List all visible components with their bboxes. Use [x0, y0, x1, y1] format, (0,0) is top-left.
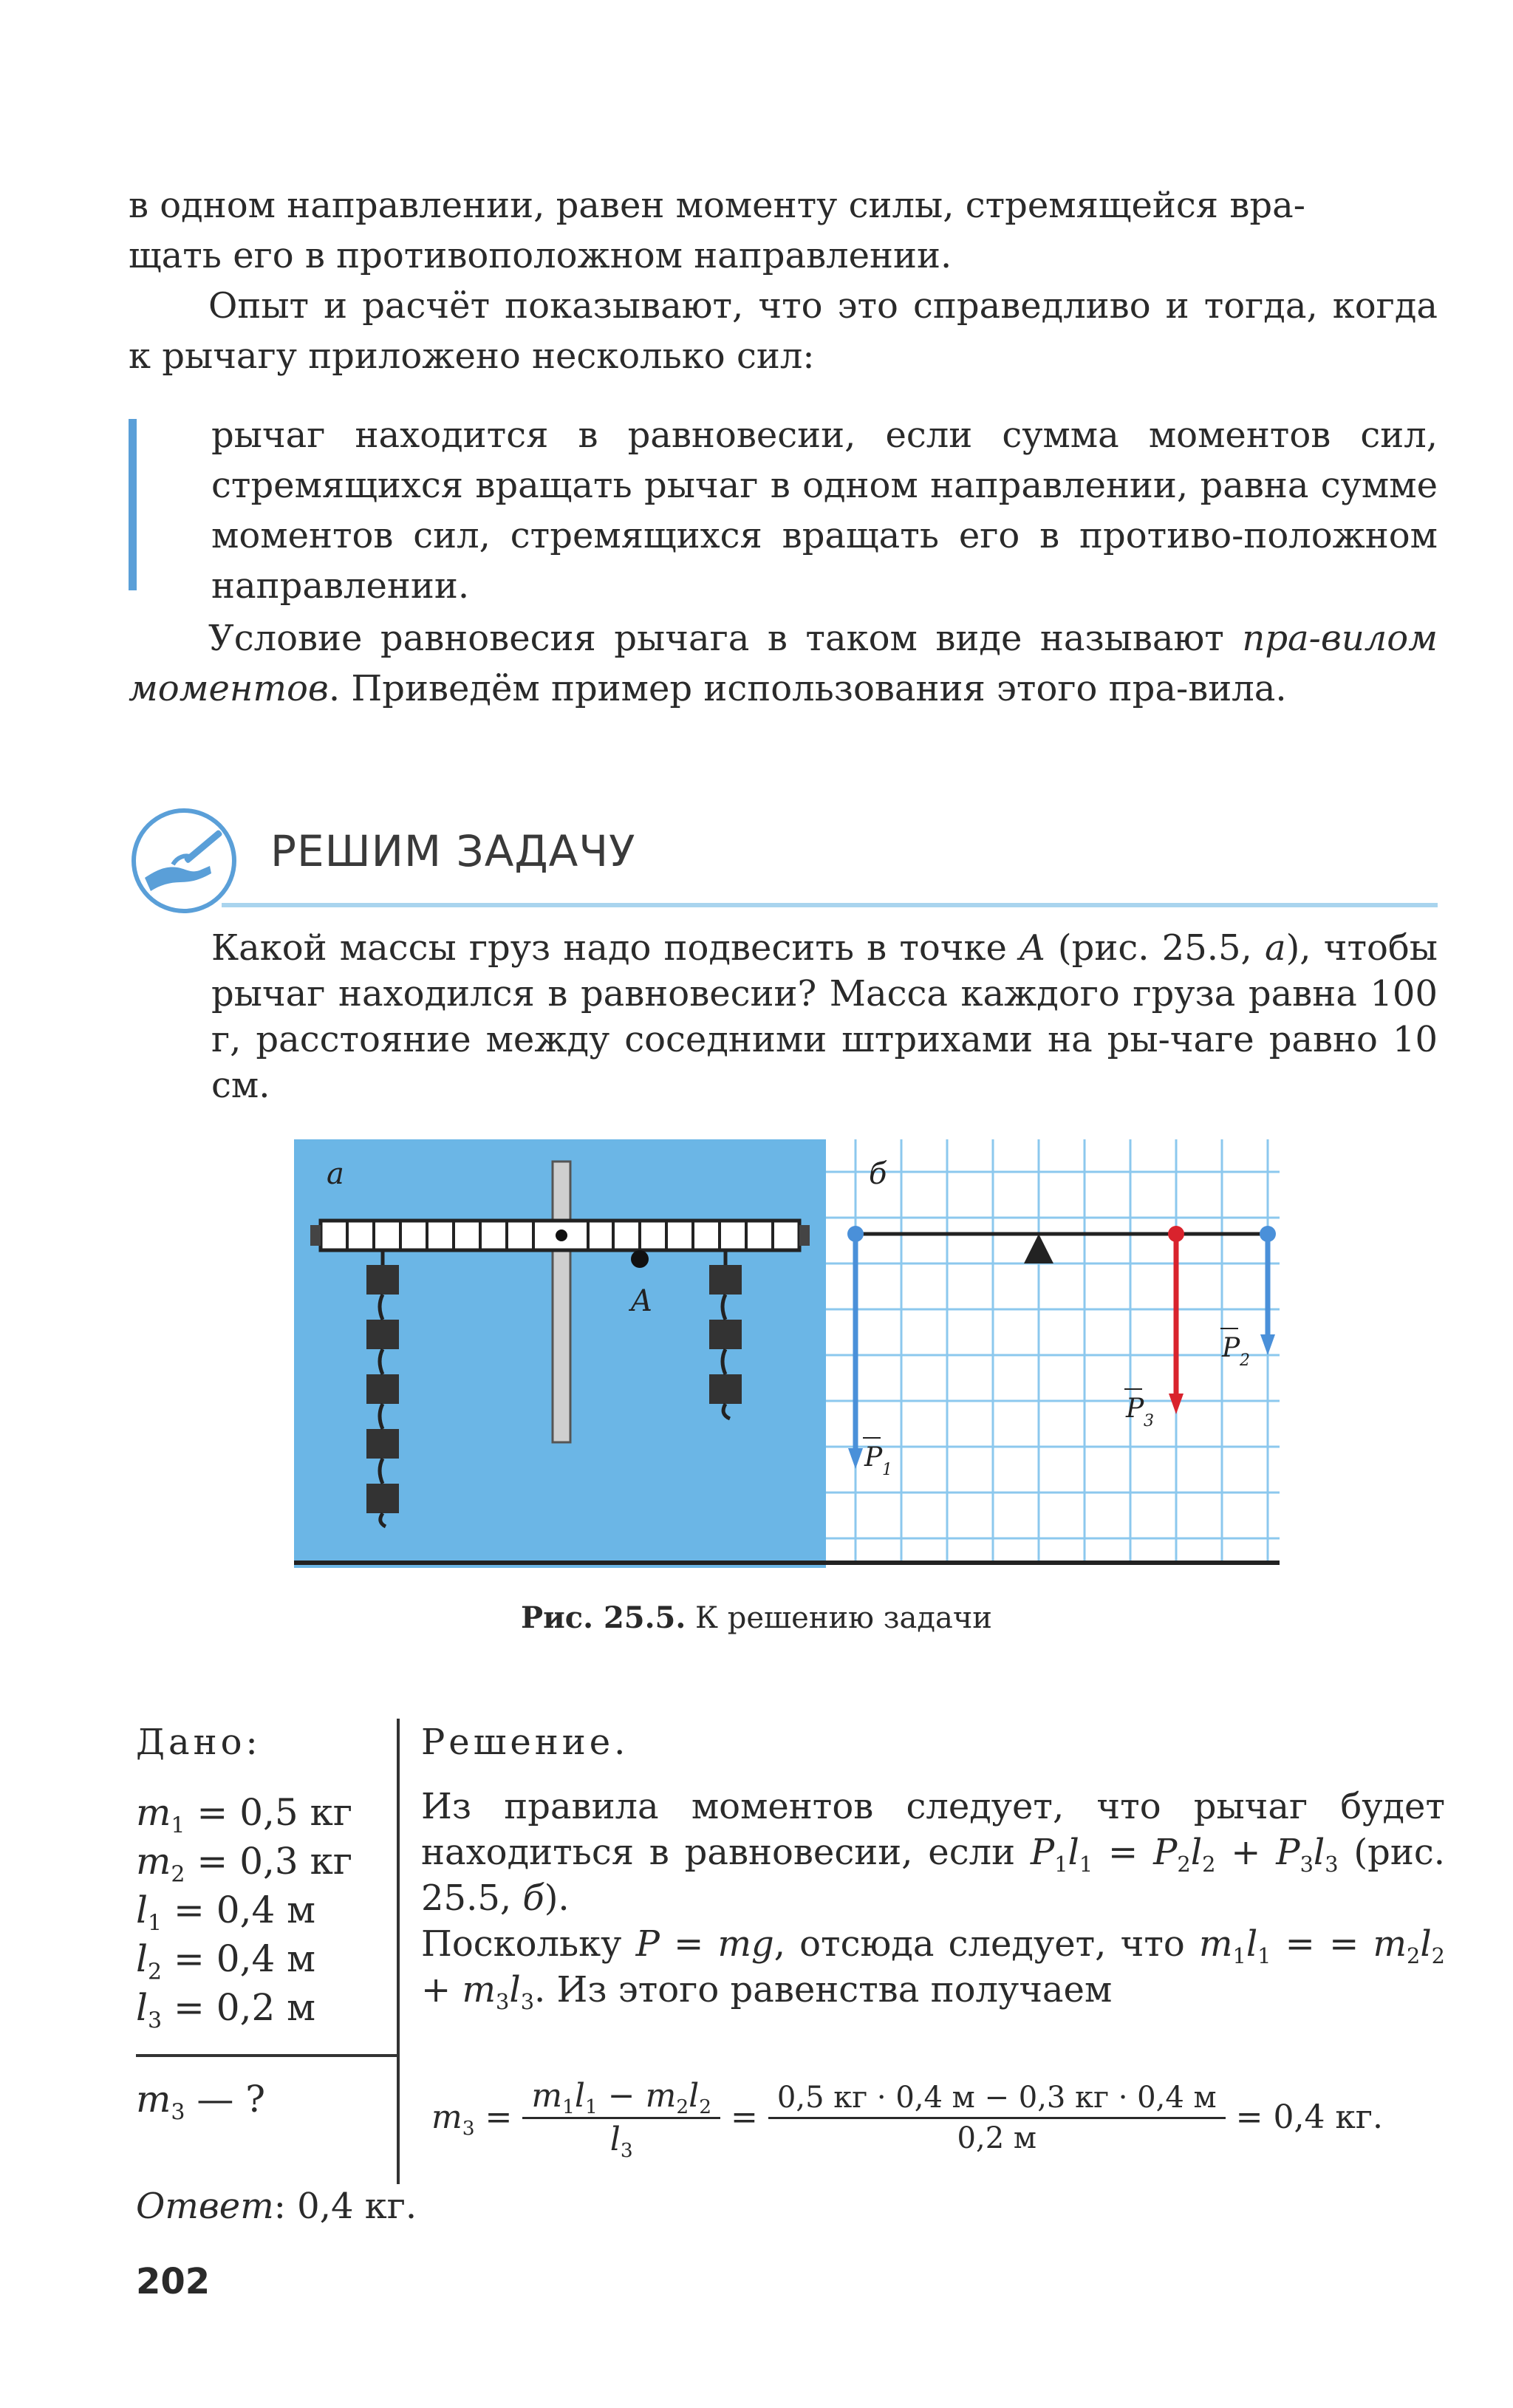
section-title: РЕШИМ ЗАДАЧУ	[270, 826, 636, 876]
point-a-label: A	[631, 1284, 652, 1318]
paragraph-experiment: Опыт и расчёт показывают, что это справедливо и тогда, когда к рычагу приложено несколько сил:	[129, 285, 1438, 377]
left-weight-stack	[366, 1250, 399, 1527]
lever-pivot	[556, 1229, 567, 1241]
rule-callout	[129, 410, 1438, 607]
formula-result: = 0,4 кг.	[1235, 2098, 1383, 2136]
table-vertical-rule	[397, 1719, 400, 2184]
page-number: 202	[136, 2261, 211, 2302]
force-p1-subscript: 1	[882, 1461, 892, 1479]
given-item: $m_2 = 0,3$ кг	[136, 1840, 353, 1888]
given-values	[136, 1788, 387, 2032]
formula-numeric-fraction: $\frac{0,5 кг \cdot 0,4 м - 0,3 кг \cdot 0,4 м}{0,2 м}$	[768, 2083, 1226, 2153]
solution-text: Из правила моментов следует, что рычаг будет находиться в равновесии, если $P_1l_1 = P_2l_2 + P_3l_3$ (рис. 25.5, б). Поскольку P = mg, отсюда следует, что $m_1l_1$ = = $m_2l_2 + m_3l_3$. Из этого равенства получаем	[421, 1786, 1445, 2015]
solution-formula: $m_3$ = $\frac{m_1l_1 - m_2l_2}{l_3}$ = $\frac{0,5 кг \cdot 0,4 м - 0,3 кг \cdot 0,4 м}{0,2 м}$ = 0,4 кг.	[431, 2076, 1383, 2162]
given-item: $l_3 = 0,2$ м	[136, 1986, 316, 2034]
given-item: $l_1 = 0,4$ м	[136, 1889, 316, 1937]
solve-task-icon	[129, 805, 239, 916]
force-p3-subscript: 3	[1144, 1412, 1154, 1430]
right-weight-stack	[709, 1250, 742, 1419]
force-p1-label: P	[864, 1442, 883, 1473]
answer-line: Ответ: 0,4 кг.	[136, 2186, 417, 2227]
panel-b-label: б	[869, 1157, 887, 1191]
panel-a-label: а	[327, 1157, 344, 1191]
figure-caption: Рис. 25.5. К решению задачи	[521, 1600, 992, 1635]
figure-25-5	[294, 1139, 1280, 1568]
task-text: Какой массы груз надо подвесить в точке A (рис. 25.5, а), чтобы рычаг находился в равновесии? Масса каждого груза равна 100 г, расстояние между соседними штрихами на ры-чаге равно 10 см.	[211, 927, 1438, 1106]
term-moment-rule: пра-вилом моментов	[129, 618, 1438, 709]
point-a-marker	[631, 1250, 649, 1268]
force-p2-subscript: 2	[1240, 1351, 1250, 1370]
solution-heading: Решение.	[421, 1722, 629, 1763]
given-item: $m_1 = 0,5$ кг	[136, 1791, 353, 1839]
lever-stand	[553, 1162, 570, 1442]
given-heading: Дано:	[136, 1722, 262, 1763]
formula-symbolic-fraction: $\frac{m_1l_1 - m_2l_2}{l_3}$	[522, 2080, 720, 2156]
rule-text: рычаг находится в равновесии, если сумма моментов сил, стремящихся вращать рычаг в одном направлении, равна сумме моментов сил, стремящихся вращать его в противо-положном направлении.	[211, 415, 1438, 607]
rule-accent-bar	[129, 419, 137, 590]
force-p2-label: P	[1222, 1333, 1240, 1363]
unknown-value: $m_3$ — ?	[136, 2078, 266, 2126]
paragraph-moment-rule: Условие равновесия рычага в таком виде называют пра-вилом моментов. Приведём пример использования этого пра-вила.	[129, 618, 1438, 709]
section-divider	[222, 903, 1438, 907]
force-p3-label: P	[1126, 1394, 1144, 1424]
panel-b-grid	[826, 1139, 1280, 1568]
intro-paragraph: в одном направлении, равен моменту силы, стремящейся вра- щать его в противоположном направлении.	[129, 185, 1305, 276]
table-horizontal-rule	[136, 2054, 399, 2057]
given-item: $l_2 = 0,4$ м	[136, 1937, 316, 1985]
